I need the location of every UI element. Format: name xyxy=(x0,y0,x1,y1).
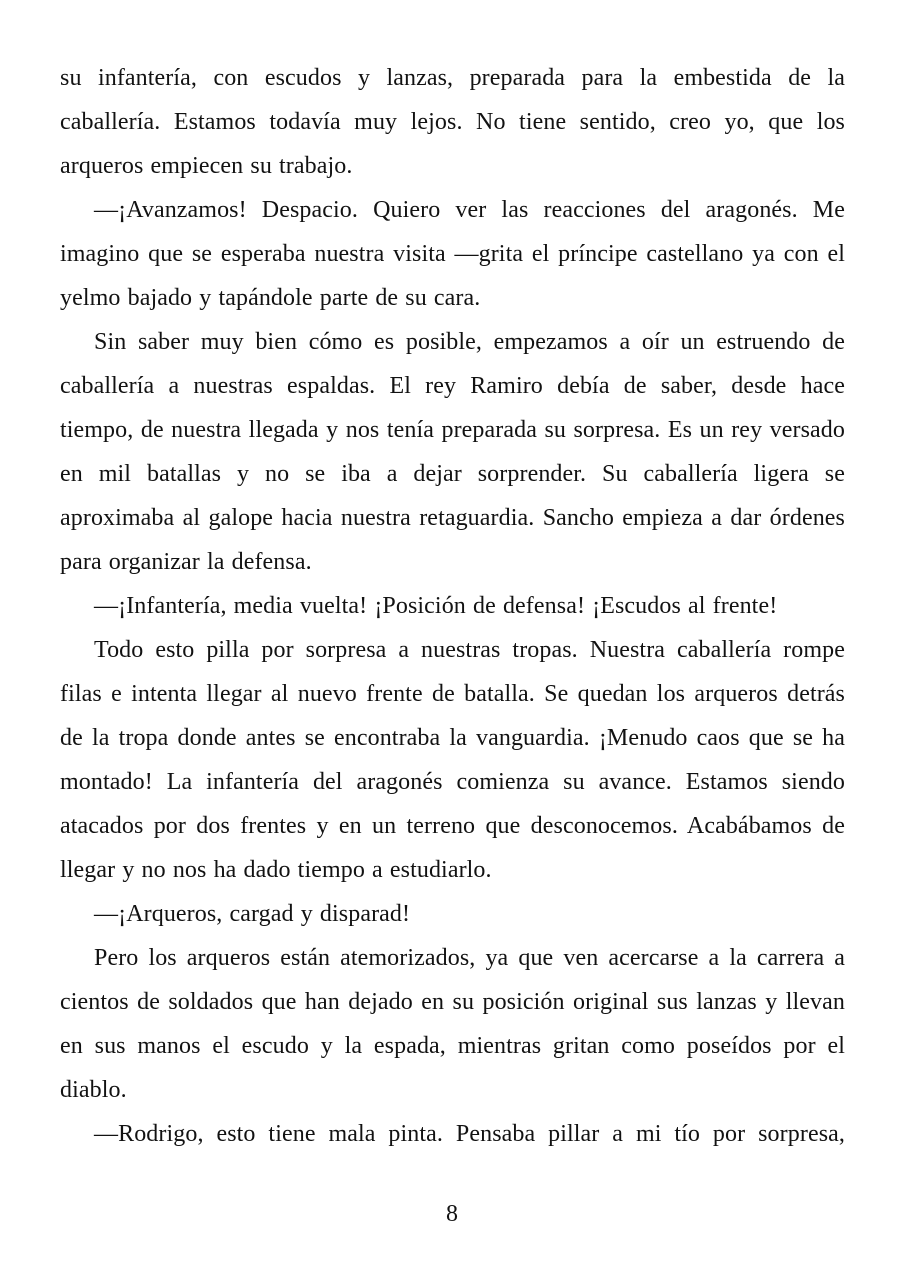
page-number: 8 xyxy=(446,1201,458,1227)
paragraph-dialogue: —Rodrigo, esto tiene mala pinta. Pensaba pillar a mi tío por sorpresa, xyxy=(94,1121,845,1147)
paragraph-continuation: su infantería, con escudos y lanzas, preparada para la embestida de la caballería. Estamos todavía muy lejos. No tiene sentido, creo yo, que los arqueros empiecen su trabajo. xyxy=(60,65,845,179)
paragraph-narration: Sin saber muy bien cómo es posible, empezamos a oír un estruendo de caballería a nuestras espaldas. El rey Ramiro debía de saber, desde hace tiempo, de nuestra llegada y nos tenía preparada su sorpresa. Es un rey versado en mil batallas y no se iba a dejar sorprender. Su caballería ligera se aproximaba al galope hacia nuestra retaguardia. Sancho empieza a dar órdenes para organizar la defensa. xyxy=(60,329,845,575)
paragraph-narration: Todo esto pilla por sorpresa a nuestras tropas. Nuestra caballería rompe filas e intenta llegar al nuevo frente de batalla. Se quedan los arqueros detrás de la tropa donde antes se encontraba la vanguardia. ¡Menudo caos que se ha montado! La infantería del aragonés comienza su avance. Estamos siendo atacados por dos frentes y en un terreno que desconocemos. Acabábamos de llegar y no nos ha dado tiempo a estudiarlo. xyxy=(60,637,845,883)
paragraph-dialogue: —¡Arqueros, cargad y disparad! xyxy=(94,901,411,927)
paragraph-narration: Pero los arqueros están atemorizados, ya que ven acercarse a la carrera a cientos de soldados que han dejado en su posición original sus lanzas y llevan en sus manos el escudo y la espada, mientras gritan como poseídos por el diablo. xyxy=(60,945,845,1103)
paragraph-dialogue: —¡Avanzamos! Despacio. Quiero ver las reacciones del aragonés. Me imagino que se esperaba nuestra visita —grita el príncipe castellano ya con el yelmo bajado y tapándole parte de su cara. xyxy=(60,197,845,311)
page-text xyxy=(60,56,845,1156)
paragraph-dialogue: —¡Infantería, media vuelta! ¡Posición de defensa! ¡Escudos al frente! xyxy=(94,593,778,619)
